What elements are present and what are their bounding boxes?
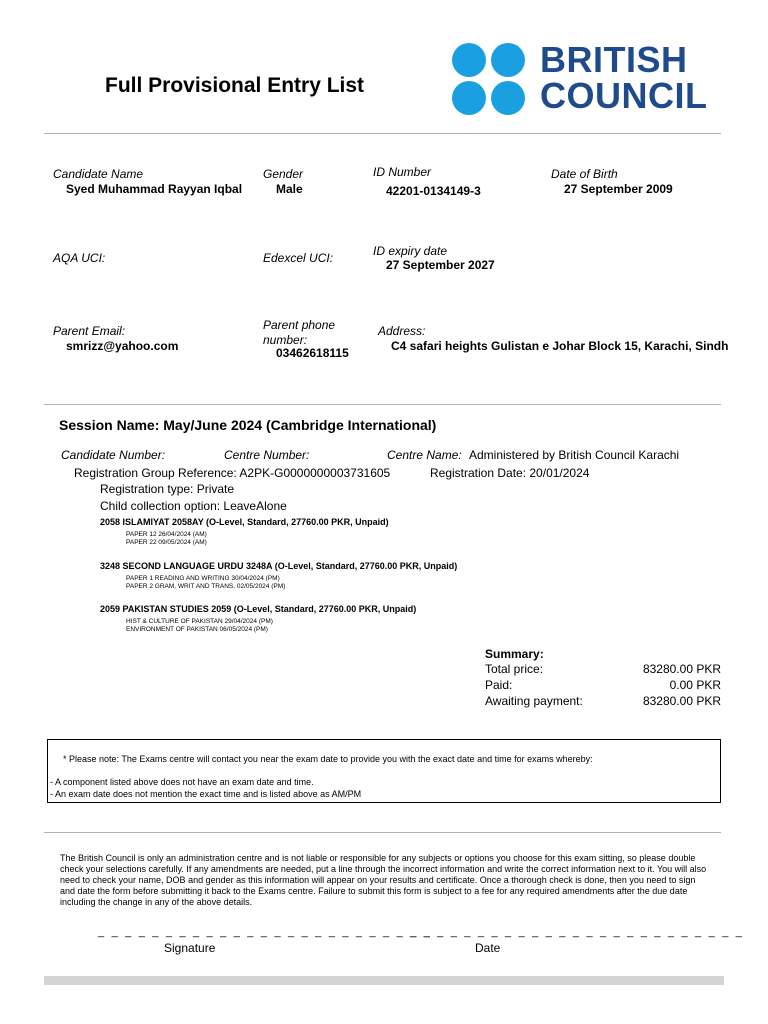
child-collection-option: Child collection option: LeaveAlone (100, 499, 287, 513)
aqa-uci-label: AQA UCI: (53, 251, 106, 265)
date-line: _ _ _ _ _ _ _ _ _ _ _ _ _ _ _ _ _ _ _ _ _ _ _ _ _ (410, 926, 745, 938)
id-expiry-label: ID expiry date (373, 244, 448, 258)
exam-note-box (47, 739, 721, 803)
summary-title: Summary: (485, 647, 544, 661)
subject-paper: PAPER 2 GRAM, WRIT AND TRANS. 02/05/2024 (PM) (126, 583, 286, 590)
dob-value: 27 September 2009 (564, 182, 673, 196)
exam-note-item: - A component listed above does not have an exam date and time. (50, 777, 314, 787)
address-label: Address: (378, 324, 426, 338)
centre-name-value: Administered by British Council Karachi (469, 448, 680, 462)
divider-bottom (44, 832, 721, 833)
subject-paper: ENVIRONMENT OF PAKISTAN 06/05/2024 (PM) (126, 626, 268, 633)
session-name: Session Name: May/June 2024 (Cambridge International) (59, 417, 437, 433)
logo-line-2: COUNCIL (540, 75, 708, 116)
edexcel-uci-label: Edexcel UCI: (263, 251, 334, 265)
exam-note-item: - An exam date does not mention the exact time and is listed above as AM/PM (50, 789, 362, 799)
disclaimer-text: The British Council is only an administration centre and is not liable or responsible for any subjects or options you choose for this exam sitting, so please double check your selections carefully. If any amendments are needed, put a line through the incorrect information and write the correct information next to it. You will also need to check your name, DOB and gender as this information will appear on your results and certificate. Once a thorough check is done, then you need to sign and date the form before submitting it back to the Exams centre. Failure to submit this form is subject to a fee for any required amendments after the due date including the change in any of the above details. (60, 853, 707, 907)
dob-label: Date of Birth (551, 167, 618, 181)
signature-label: Signature (164, 941, 216, 955)
subject-paper: PAPER 22 09/05/2024 (AM) (126, 539, 207, 546)
date-label: Date (475, 941, 501, 955)
candidate-number-label: Candidate Number: (61, 448, 166, 462)
id-number-value: 42201-0134149-3 (386, 184, 481, 198)
total-price-value: 83280.00 PKR (642, 662, 721, 676)
divider-middle (44, 404, 721, 405)
registration-group-reference: Registration Group Reference: A2PK-G0000000003731605 (74, 466, 391, 480)
paid-label: Paid: (485, 678, 513, 692)
parent-phone-value: 03462618115 (276, 346, 349, 360)
total-price-label: Total price: (485, 662, 544, 676)
gender-value: Male (276, 182, 303, 196)
subject-paper: PAPER 1 READING AND WRITING 30/04/2024 (PM) (126, 575, 280, 582)
parent-phone-label-2: number: (263, 333, 308, 347)
logo-circles-icon (450, 42, 530, 118)
id-expiry-value: 27 September 2027 (386, 258, 495, 272)
centre-number-label: Centre Number: (224, 448, 310, 462)
address-value: C4 safari heights Gulistan e Johar Block 15, Karachi, Sindh (391, 339, 729, 353)
candidate-name-value: Syed Muhammad Rayyan Iqbal (66, 182, 243, 196)
paid-value: 0.00 PKR (669, 678, 721, 692)
awaiting-payment-label: Awaiting payment: (485, 694, 583, 708)
signature-line: _ _ _ _ _ _ _ _ _ _ _ _ _ _ _ _ _ _ _ _ _ _ _ _ _ (98, 926, 433, 938)
registration-date: Registration Date: 20/01/2024 (430, 466, 590, 480)
divider-top (44, 133, 721, 134)
parent-email-label: Parent Email: (53, 324, 126, 338)
candidate-name-label: Candidate Name (53, 167, 144, 181)
registration-type: Registration type: Private (100, 482, 235, 496)
british-council-logo (450, 39, 725, 118)
subject-title: 3248 SECOND LANGUAGE URDU 3248A (O-Level, Standard, 27760.00 PKR, Unpaid) (100, 561, 458, 571)
subject-title: 2059 PAKISTAN STUDIES 2059 (O-Level, Standard, 27760.00 PKR, Unpaid) (100, 604, 417, 614)
parent-phone-label-1: Parent phone (263, 318, 336, 332)
parent-email-value: smrizz@yahoo.com (66, 339, 179, 353)
subject-paper: PAPER 12 26/04/2024 (AM) (126, 531, 207, 538)
page-title: Full Provisional Entry List (105, 74, 365, 97)
footer-bar (44, 976, 724, 985)
centre-name-label: Centre Name: (387, 448, 462, 462)
logo-text (540, 39, 708, 116)
awaiting-payment-value: 83280.00 PKR (642, 694, 721, 708)
subject-paper: HIST & CULTURE OF PAKISTAN 29/04/2024 (PM) (126, 618, 273, 625)
id-number-label: ID Number (373, 165, 432, 179)
exam-note-text: * Please note: The Exams centre will contact you near the exam date to provide you with the exact date and time for exams whereby: (63, 754, 593, 764)
subject-title: 2058 ISLAMIYAT 2058AY (O-Level, Standard, 27760.00 PKR, Unpaid) (100, 517, 389, 527)
gender-label: Gender (263, 167, 304, 181)
logo-line-1: BRITISH (540, 39, 688, 80)
